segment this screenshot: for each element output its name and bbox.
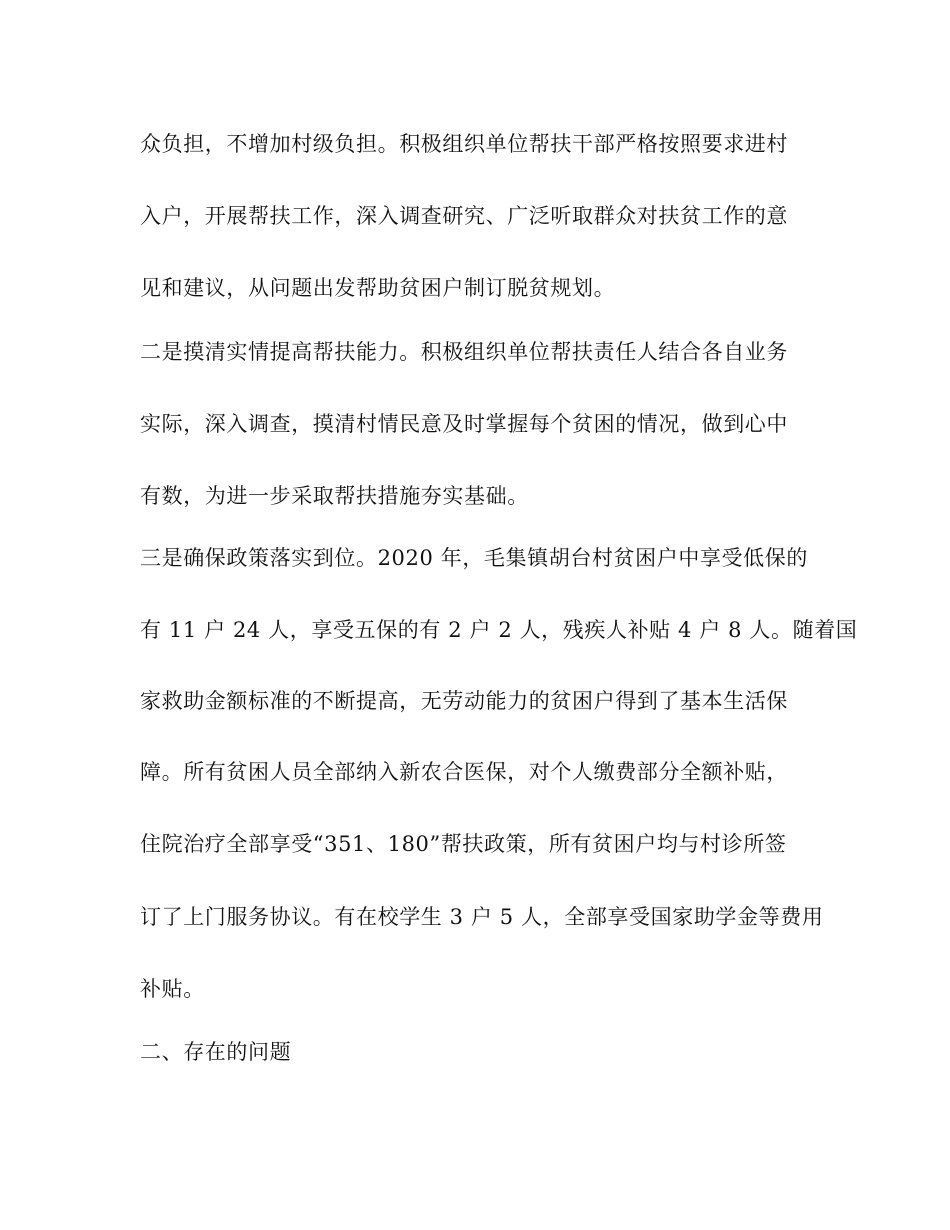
paragraph-line: 三是确保政策落实到位。2020 年，毛集镇胡台村贫困户中享受低保的	[140, 546, 808, 570]
paragraph-line: 订了上门服务协议。有在校学生 3 户 5 人，全部享受国家助学金等费用	[140, 905, 824, 929]
paragraph-line: 住院治疗全部享受“351、180”帮扶政策，所有贫困户均与村诊所签	[140, 832, 787, 856]
paragraph-line: 见和建议，从问题出发帮助贫困户制订脱贫规划。	[140, 276, 616, 300]
section-heading: 二、存在的问题	[140, 1040, 292, 1064]
paragraph-line: 家救助金额标准的不断提高，无劳动能力的贫困户得到了基本生活保	[140, 689, 788, 713]
paragraph-line: 有 11 户 24 人，享受五保的有 2 户 2 人，残疾人补贴 4 户 8 人。随着国	[140, 618, 858, 642]
paragraph-line: 实际，深入调查，摸清村情民意及时掌握每个贫困的情况，做到心中	[140, 412, 788, 436]
paragraph-line: 二是摸清实情提高帮扶能力。积极组织单位帮扶责任人结合各自业务	[140, 340, 788, 364]
paragraph-line: 有数，为进一步采取帮扶措施夯实基础。	[140, 484, 529, 508]
paragraph-line: 补贴。	[140, 977, 205, 1001]
paragraph-line: 众负担，不增加村级负担。积极组织单位帮扶干部严格按照要求进村	[140, 132, 788, 156]
paragraph-line: 入户，开展帮扶工作，深入调查研究、广泛听取群众对扶贫工作的意	[140, 204, 788, 228]
paragraph-line: 障。所有贫困人员全部纳入新农合医保，对个人缴费部分全额补贴，	[140, 760, 788, 784]
